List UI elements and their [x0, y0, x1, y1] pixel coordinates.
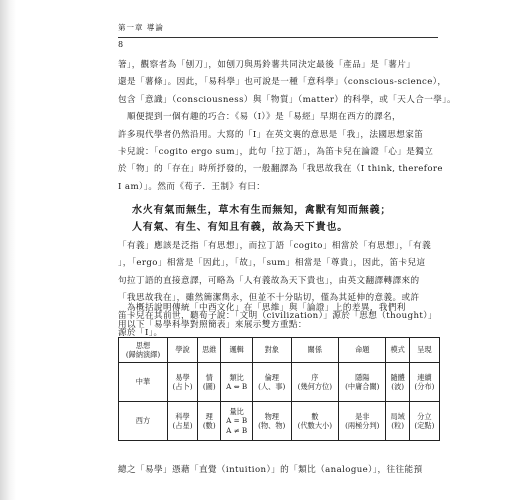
quote-line: 人有氣、有生、有知且有義，故為天下貴也。 — [132, 222, 348, 233]
table-header-cell: 學說 — [168, 338, 198, 363]
table-row — [119, 402, 440, 441]
table-cell: 倫理 (人、事) — [252, 363, 291, 402]
quote-line: 水火有氣而無生，草木有生而無知，禽獸有知而無義； — [132, 205, 392, 216]
table-cell: 類比 A ⇔ B — [221, 363, 252, 402]
text-line: 句拉丁語的直接意譯，可略為「人有義故為天下貴也」，由英文翻譯轉譯來的 — [118, 275, 420, 286]
text-line: 還是「薯條」。因此，「易科學」也可說是一種「意科學」（conscious-science）， — [118, 77, 447, 88]
text-line: 用以下「易學科學對照簡表」來展示雙方重點： — [118, 320, 307, 331]
text-line: 」，「ergo」相當是「因此」，「故」，「sum」相當是「尊貴」，因此，笛卡兒這 — [118, 258, 426, 269]
table-cell: 易學 (占卜) — [168, 363, 198, 402]
table-cell: 連續 (分布) — [409, 363, 439, 402]
table-header-cell: 思維 — [198, 338, 221, 363]
paragraph-1 — [118, 57, 456, 196]
table-cell: 理 (數) — [198, 402, 221, 441]
text-line: I am）」。然而《荀子．王制》有曰： — [118, 181, 266, 192]
text-line: 「有義」應該是泛指「有思想」，而拉丁語「cogito」相當於「有思想」，「有義 — [118, 241, 432, 251]
table-header-cell: 呈現 — [409, 338, 439, 363]
header-rule — [118, 37, 438, 38]
text-line: 卡兒說：「cogito ergo sum」，此句「拉丁語」，為笛卡兒在論證「心」是獨立 — [118, 147, 434, 158]
table-cell: 序 (幾何方位) — [291, 363, 338, 402]
table-header-cell: 邏輯 — [221, 338, 252, 363]
paragraph-4 — [118, 462, 438, 479]
text-line: 「我思故我在」，雖然簡潔雋永，但並不十分貼切，僅為其延伸的意義。或許 — [118, 293, 420, 304]
text-line: 包含「意識」（consciousness）與「物質」（matter）的科學，或「天人合一學」。 — [118, 94, 456, 105]
text-line: 於「物」的「存在」時所抒發的，一般翻譯為「我思故我在（I think, therefore — [118, 164, 443, 175]
table-cell: 情 (圖) — [198, 363, 221, 402]
table-cell: 數 (代數大小) — [291, 402, 338, 441]
text-line: 許多現代學者仍然沿用。大寫的「I」在英文裏的意思是「我」，法國思想家笛 — [118, 129, 424, 140]
table-cell: 局域 (粒) — [386, 402, 409, 441]
table-header-cell: 對象 — [252, 338, 291, 363]
page-binding-edge — [0, 0, 16, 500]
text-line: 箸」，觀察者為「刨刀」，如刨刀與馬鈴薯共同決定最後「產品」是「薯片」 — [118, 60, 416, 70]
xunzi-quotation — [132, 202, 442, 236]
text-line: 總之「易學」憑藉「直覺（intuition）」的「類比（analogue）」，往往能預 — [118, 465, 423, 475]
table-header-row — [119, 338, 440, 363]
table-cell: 量比 A = B A ≠ B — [221, 402, 252, 441]
table-header-cell: 命題 — [339, 338, 386, 363]
comparison-table — [118, 337, 440, 441]
table-cell: 是非 (兩極分判) — [339, 402, 386, 441]
running-header — [118, 20, 438, 36]
paragraph-3 — [118, 300, 438, 335]
text-line: 順便提到一個有趣的巧合：《易（I）》是「易經」早期在西方的譯名， — [118, 112, 401, 123]
table-corner-cell: 思想 (歸納演繹) — [119, 338, 168, 363]
table-header-cell: 關係 — [291, 338, 338, 363]
table-cell: 隱陽 (中庸合關) — [339, 363, 386, 402]
page-number: 8 — [118, 40, 124, 49]
table-cell: 科學 (占星) — [168, 402, 198, 441]
table-cell: 物理 (物、物) — [252, 402, 291, 441]
table-row — [119, 363, 440, 402]
table-header-cell: 模式 — [386, 338, 409, 363]
row-label: 中華 — [119, 363, 168, 402]
row-label: 西方 — [119, 402, 168, 441]
table-cell: 隨體 (波) — [386, 363, 409, 402]
text-line: 源於「I」。 — [118, 328, 163, 339]
text-line: 為概括說明傳統「中西文化」在「思維」與「論證」上的差異，我們利 — [118, 303, 406, 313]
text-line: 笛卡兒在其前世，聽荀子說：「文明（civilization）」源於「思想（thought）」 — [118, 310, 437, 321]
chapter-title: 第一章 導論 — [118, 23, 164, 32]
table-cell: 分立 (定點) — [409, 402, 439, 441]
